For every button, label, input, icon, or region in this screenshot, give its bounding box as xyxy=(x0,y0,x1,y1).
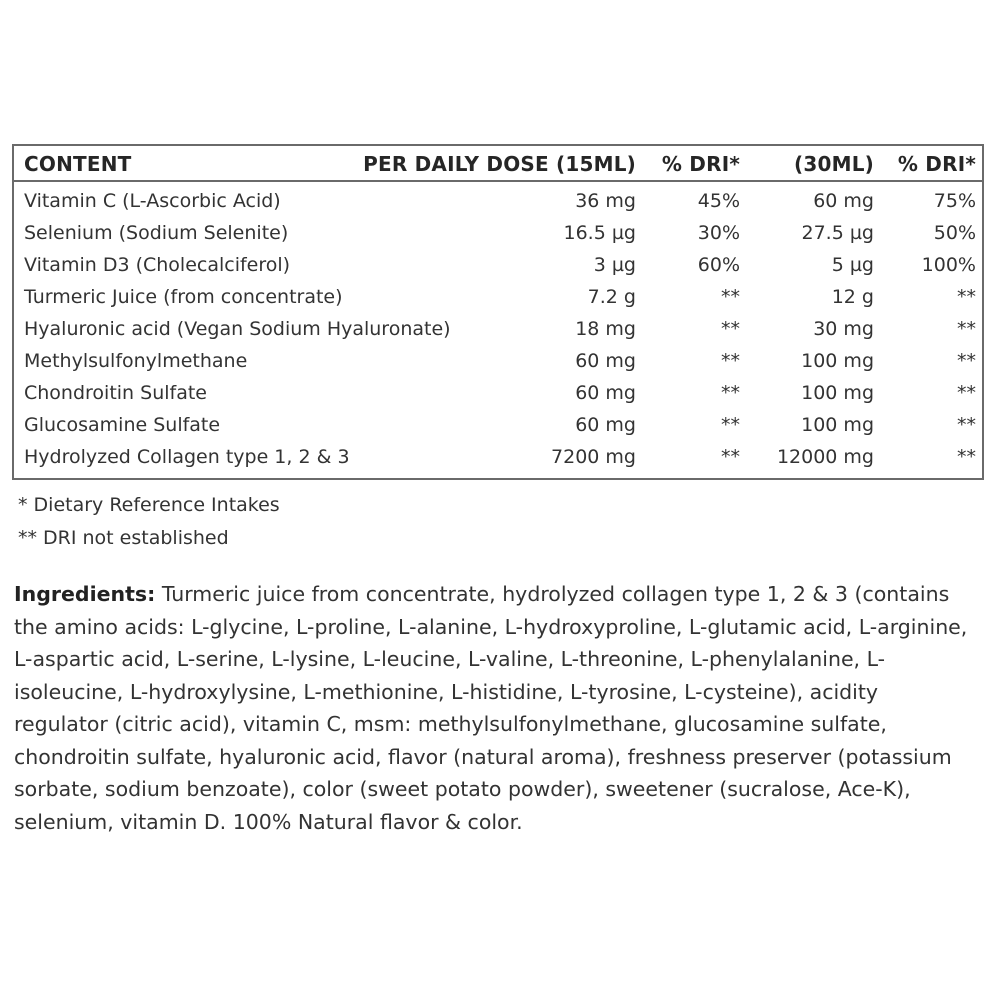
row-dose-15ml: 60 mg xyxy=(575,414,636,436)
table-header-row xyxy=(14,146,982,182)
ingredients-text: Turmeric juice from concentrate, hydrolyzed collagen type 1, 2 & 3 (contains the amino acids: L-glycine, L-proline, L-alanine, L-hydroxyproline, L-glutamic acid, L-arginine, L-aspartic acid, L-serine, L-lysine, L-leucine, L-valine, L-threonine, L-phenylalanine, L-isoleucine, L-hydroxylysine, L-methionine, L-histidine, L-tyrosine, L-cysteine), acidity regulator (citric acid), vitamin C, msm: methylsulfonylmethane, glucosamine sulfate, chondroitin sulfate, hyaluronic acid, flavor (natural aroma), freshness preserver (potassium sorbate, sodium benzoate), color (sweet potato powder), sweetener (sucralose, Ace-K), selenium, vitamin D. 100% Natural flavor & color. xyxy=(14,582,968,834)
table-row xyxy=(14,318,982,350)
table-row xyxy=(14,222,982,254)
row-dose-15ml: 18 mg xyxy=(575,318,636,340)
header-dri-30ml: % DRI* xyxy=(897,152,976,176)
row-dri-30ml: ** xyxy=(957,318,976,340)
table-row xyxy=(14,254,982,286)
row-dri-30ml: ** xyxy=(957,382,976,404)
ingredients-label: Ingredients: xyxy=(14,582,156,606)
row-dri-15ml: ** xyxy=(721,286,740,308)
ingredients-paragraph xyxy=(14,578,974,838)
table-row xyxy=(14,286,982,318)
row-dose-30ml: 100 mg xyxy=(801,350,874,372)
row-dose-30ml: 100 mg xyxy=(801,414,874,436)
row-dose-30ml: 60 mg xyxy=(813,190,874,212)
row-name: Selenium (Sodium Selenite) xyxy=(24,222,289,244)
header-per-daily-dose-15ml: PER DAILY DOSE (15ML) xyxy=(363,152,636,176)
row-dri-30ml: ** xyxy=(957,286,976,308)
header-dose-30ml: (30ML) xyxy=(794,152,874,176)
row-dri-30ml: ** xyxy=(957,414,976,436)
row-dri-15ml: ** xyxy=(721,446,740,468)
row-dose-15ml: 60 mg xyxy=(575,350,636,372)
row-dri-30ml: 100% xyxy=(921,254,976,276)
row-dose-15ml: 16.5 µg xyxy=(563,222,636,244)
row-dri-15ml: 60% xyxy=(697,254,740,276)
row-dose-15ml: 7.2 g xyxy=(587,286,636,308)
row-dri-15ml: ** xyxy=(721,318,740,340)
table-row xyxy=(14,190,982,222)
row-name: Chondroitin Sulfate xyxy=(24,382,207,404)
table-row xyxy=(14,446,982,478)
row-dose-30ml: 100 mg xyxy=(801,382,874,404)
row-dose-30ml: 12000 mg xyxy=(776,446,874,468)
footnote-dri-not-established: ** DRI not established xyxy=(18,527,229,549)
row-name: Vitamin D3 (Cholecalciferol) xyxy=(24,254,291,276)
row-name: Methylsulfonylmethane xyxy=(24,350,248,372)
row-dri-30ml: 75% xyxy=(933,190,976,212)
row-dose-30ml: 27.5 µg xyxy=(801,222,874,244)
row-name: Glucosamine Sulfate xyxy=(24,414,221,436)
row-dri-15ml: ** xyxy=(721,350,740,372)
row-dri-15ml: ** xyxy=(721,382,740,404)
row-dose-30ml: 5 µg xyxy=(831,254,874,276)
row-dri-15ml: 30% xyxy=(697,222,740,244)
nutrition-table xyxy=(12,144,984,480)
row-name: Vitamin C (L-Ascorbic Acid) xyxy=(24,190,281,212)
row-dose-15ml: 36 mg xyxy=(575,190,636,212)
row-dose-15ml: 3 µg xyxy=(593,254,636,276)
header-dri-15ml: % DRI* xyxy=(661,152,740,176)
row-name: Hydrolyzed Collagen type 1, 2 & 3 xyxy=(24,446,350,468)
table-row xyxy=(14,414,982,446)
row-dri-30ml: ** xyxy=(957,446,976,468)
row-name: Hyaluronic acid (Vegan Sodium Hyaluronate) xyxy=(24,318,451,340)
table-row xyxy=(14,382,982,414)
row-dose-30ml: 30 mg xyxy=(813,318,874,340)
row-dose-15ml: 60 mg xyxy=(575,382,636,404)
row-name: Turmeric Juice (from concentrate) xyxy=(24,286,343,308)
footnote-dri: * Dietary Reference Intakes xyxy=(18,494,280,516)
table-row xyxy=(14,350,982,382)
header-content: CONTENT xyxy=(24,152,132,176)
row-dri-30ml: 50% xyxy=(933,222,976,244)
row-dose-30ml: 12 g xyxy=(831,286,874,308)
row-dose-15ml: 7200 mg xyxy=(551,446,636,468)
row-dri-15ml: 45% xyxy=(697,190,740,212)
row-dri-15ml: ** xyxy=(721,414,740,436)
row-dri-30ml: ** xyxy=(957,350,976,372)
